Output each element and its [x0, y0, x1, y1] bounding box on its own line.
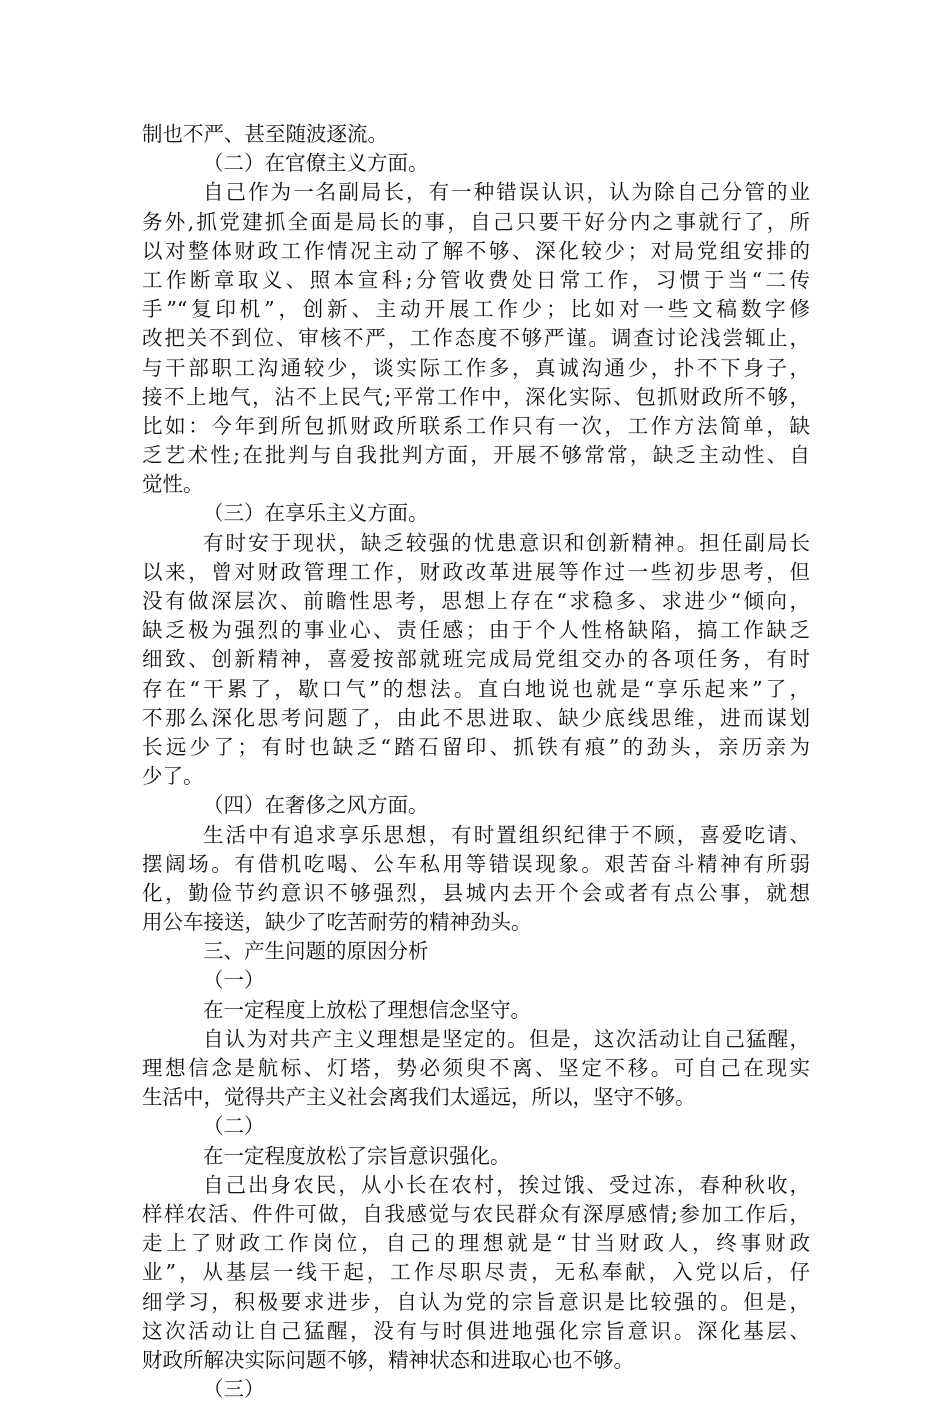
text-line: 没有做深层次、前瞻性思考，思想上存在“求稳多、求进少“倾向， [142, 589, 810, 613]
text-line: 三、产生问题的原因分析 [203, 939, 429, 964]
text-line: 细学习，积极要求进步，自认为党的宗旨意识是比较强的。但是， [142, 1289, 810, 1314]
text-line: 不那么深化思考问题了，由此不思进取、缺少底线思维，进而谋划 [142, 705, 810, 730]
text-line: 财政所解决实际问题不够，精神状态和进取心也不够。 [142, 1347, 634, 1372]
text-line: 改把关不到位、审核不严，工作态度不够严谨。调查讨论浅尝辄止， [142, 326, 810, 351]
text-line: 生活中，觉得共产主义社会离我们太遥远，所以，坚守不够。 [142, 1085, 696, 1110]
text-line: （三）在享乐主义方面。 [203, 501, 429, 526]
text-line: 在一定程度上放松了理想信念坚守。 [203, 997, 531, 1022]
text-line: 工作断章取义、照本宣科;分管收费处日常工作，习惯于当“二传 [142, 267, 810, 292]
text-line: 业”，从基层一线干起，工作尽职尽责，无私奉献，入党以后，仔 [142, 1260, 810, 1285]
text-line: 摆阔场。有借机吃喝、公车私用等错误现象。艰苦奋斗精神有所弱 [142, 851, 810, 876]
text-line: 自认为对共产主义理想是坚定的。但是，这次活动让自己猛醒， [203, 1026, 810, 1051]
text-line: （四）在奢侈之风方面。 [203, 793, 429, 818]
text-line: 走上了财政工作岗位，自己的理想就是“甘当财政人，终事财政 [142, 1231, 810, 1256]
text-line: 细致、创新精神，喜爱按部就班完成局党组交办的各项任务，有时 [142, 647, 810, 672]
text-line: 缺乏极为强烈的事业心、责任感；由于个人性格缺陷，搞工作缺乏 [142, 618, 810, 643]
text-line: （二）在官僚主义方面。 [203, 151, 429, 176]
text-line: 以对整体财政工作情况主动了解不够、深化较少；对局党组安排的 [142, 238, 810, 263]
text-line: 手”“复印机”，创新、主动开展工作少；比如对一些文稿数字修 [142, 297, 810, 322]
text-line: （三） [203, 1377, 265, 1402]
text-line: 这次活动让自己猛醒，没有与时俱进地强化宗旨意识。深化基层、 [142, 1318, 810, 1343]
text-line: 务外,抓党建抓全面是局长的事，自己只要干好分内之事就行了，所 [142, 209, 810, 234]
text-line: 觉性。 [142, 472, 204, 497]
text-line: 接不上地气，沾不上民气;平常工作中，深化实际、包抓财政所不够， [142, 384, 810, 409]
text-line: 与干部职工沟通较少，谈实际工作多，真诚沟通少，扑不下身子， [142, 355, 810, 380]
text-line: 有时安于现状，缺乏较强的忧患意识和创新精神。担任副局长 [203, 530, 810, 555]
text-line: 乏艺术性;在批判与自我批判方面，开展不够常常，缺乏主动性、自 [142, 443, 810, 468]
text-line: 比如：今年到所包抓财政所联系工作只有一次，工作方法简单，缺 [142, 413, 810, 438]
text-line: 理想信念是航标、灯塔，势必须臾不离、坚定不移。可自己在现实 [142, 1056, 810, 1080]
text-line: 生活中有追求享乐思想，有时置组织纪律于不顾，喜爱吃请、 [203, 822, 810, 847]
text-line: 存在“干累了，歇口气”的想法。直白地说也就是“享乐起来”了， [142, 676, 810, 701]
text-line: （二） [203, 1114, 265, 1139]
text-line: 样样农活、件件可做，自我感觉与农民群众有深厚感情;参加工作后， [142, 1201, 810, 1226]
text-line: 自己出身农民，从小长在农村，挨过饿、受过冻，春种秋收， [203, 1172, 810, 1197]
text-line: 用公车接送，缺少了吃苦耐劳的精神劲头。 [142, 910, 532, 935]
document-page [142, 120, 810, 1404]
text-line: 制也不严、甚至随波逐流。 [142, 122, 388, 146]
text-line: 长远少了；有时也缺乏“踏石留印、抓铁有痕”的劲头，亲历亲为 [142, 734, 810, 759]
text-line: 化，勤俭节约意识不够强烈，县城内去开个会或者有点公事，就想 [142, 880, 810, 905]
text-line: 自己作为一名副局长，有一种错误认识，认为除自己分管的业 [203, 180, 810, 205]
text-line: 少了。 [142, 764, 204, 789]
text-line: （一） [203, 968, 265, 993]
text-line: 以来，曾对财政管理工作，财政改革进展等作过一些初步思考，但 [142, 559, 810, 584]
text-line: 在一定程度放松了宗旨意识强化。 [203, 1143, 511, 1168]
